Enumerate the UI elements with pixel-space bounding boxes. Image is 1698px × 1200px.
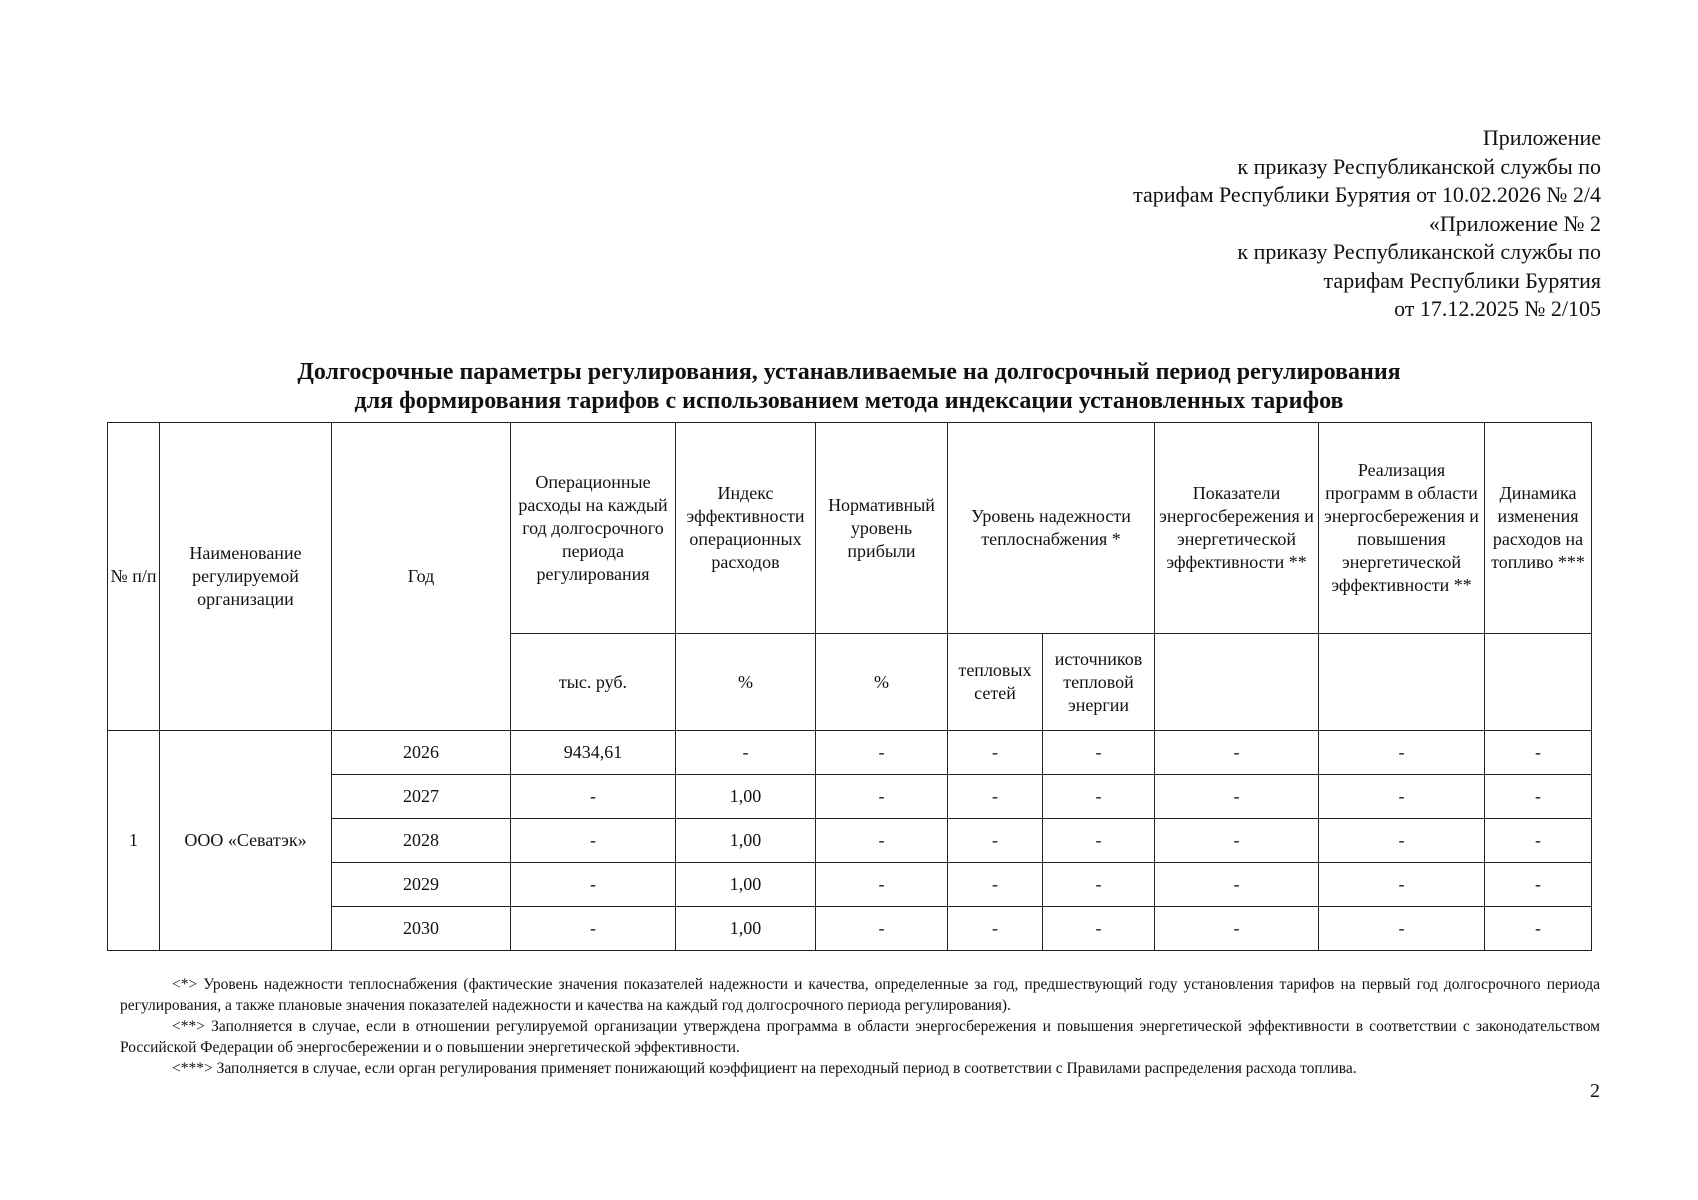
cell-programs: - (1319, 775, 1485, 819)
header-line: от 17.12.2025 № 2/105 (1394, 296, 1601, 321)
cell-profit: - (816, 907, 948, 951)
cell-opex: - (511, 907, 676, 951)
header-energy-saving: Показатели энергосбережения и энергетической эффективности ** (1155, 423, 1319, 634)
header-year: Год (332, 423, 511, 731)
parameters-table (107, 422, 1592, 951)
footnotes (120, 974, 1600, 1079)
cell-fuel: - (1485, 819, 1592, 863)
cell-fuel: - (1485, 731, 1592, 775)
header-line: к приказу Республиканской службы по (1237, 239, 1601, 264)
unit-opex: тыс. руб. (511, 634, 676, 731)
header-org: Наименование регулируемой организации (160, 423, 332, 731)
cell-opex: 9434,61 (511, 731, 676, 775)
org-number: 1 (108, 731, 160, 951)
header-efficiency-index: Индекс эффективности операционных расходов (676, 423, 816, 634)
cell-energy: - (1155, 731, 1319, 775)
header-opex: Операционные расходы на каждый год долгосрочного периода регулирования (511, 423, 676, 634)
cell-energy: - (1155, 907, 1319, 951)
cell-year: 2028 (332, 819, 511, 863)
unit-profit-level: % (816, 634, 948, 731)
unit-programs (1319, 634, 1485, 731)
cell-programs: - (1319, 907, 1485, 951)
header-line: тарифам Республики Бурятия (1323, 267, 1601, 293)
header-programs: Реализация программ в области энергосбережения и повышения энергетической эффективности ** (1319, 423, 1485, 634)
cell-opex: - (511, 863, 676, 907)
header-fuel-dynamics: Динамика изменения расходов на топливо *** (1485, 423, 1592, 634)
footnote-fuel: <***> Заполняется в случае, если орган регулирования применяет понижающий коэффициент на переходный период в соответствии с Правилами распределения расхода топлива. (172, 1060, 1357, 1077)
footnote-reliability: <*> Уровень надежности теплоснабжения (фактические значения показателей надежности и качества, определенные за год, предшествующий году установления тарифов на первый год долгосрочного периода регулирования, а также плановые значения показателей надежности и качества на каждый год долгосрочного периода регулирования). (120, 976, 1600, 1014)
cell-sources: - (1043, 731, 1155, 775)
cell-sources: - (1043, 819, 1155, 863)
page-number: 2 (1590, 1080, 1600, 1102)
cell-fuel: - (1485, 775, 1592, 819)
cell-index: 1,00 (676, 775, 816, 819)
cell-index: 1,00 (676, 863, 816, 907)
unit-energy-saving (1155, 634, 1319, 731)
header-profit-level: Нормативный уровень прибыли (816, 423, 948, 634)
cell-networks: - (948, 775, 1043, 819)
unit-efficiency-index: % (676, 634, 816, 731)
cell-sources: - (1043, 907, 1155, 951)
cell-fuel: - (1485, 863, 1592, 907)
cell-networks: - (948, 863, 1043, 907)
cell-fuel: - (1485, 907, 1592, 951)
org-name: ООО «Севатэк» (160, 731, 332, 951)
cell-profit: - (816, 819, 948, 863)
title-line-2: для формирования тарифов с использованием метода индексации установленных тарифов (354, 388, 1344, 414)
cell-year: 2030 (332, 907, 511, 951)
cell-profit: - (816, 775, 948, 819)
cell-networks: - (948, 907, 1043, 951)
unit-fuel-dynamics (1485, 634, 1592, 731)
cell-networks: - (948, 731, 1043, 775)
cell-programs: - (1319, 819, 1485, 863)
cell-programs: - (1319, 863, 1485, 907)
appendix-header (1133, 124, 1601, 324)
header-num: № п/п (108, 423, 160, 731)
cell-index: 1,00 (676, 819, 816, 863)
header-line: тарифам Республики Бурятия от 10.02.2026 № 2/4 (1133, 182, 1601, 207)
unit-heat-sources: источников тепловой энергии (1043, 634, 1155, 731)
header-line: к приказу Республиканской службы по (1237, 153, 1601, 179)
header-line: «Приложение № 2 (1428, 210, 1601, 236)
table-header-row (108, 423, 1592, 634)
cell-year: 2026 (332, 731, 511, 775)
cell-year: 2029 (332, 863, 511, 907)
table-row (108, 731, 1592, 775)
cell-opex: - (511, 819, 676, 863)
cell-profit: - (816, 863, 948, 907)
cell-year: 2027 (332, 775, 511, 819)
cell-sources: - (1043, 863, 1155, 907)
cell-index: - (676, 731, 816, 775)
cell-programs: - (1319, 731, 1485, 775)
title-line-1: Долгосрочные параметры регулирования, устанавливаемые на долгосрочный период регулирования (297, 359, 1401, 385)
cell-sources: - (1043, 775, 1155, 819)
cell-energy: - (1155, 863, 1319, 907)
header-line: Приложение (1482, 125, 1601, 150)
cell-opex: - (511, 775, 676, 819)
unit-heat-networks: тепловых сетей (948, 634, 1043, 731)
cell-energy: - (1155, 819, 1319, 863)
cell-energy: - (1155, 775, 1319, 819)
cell-networks: - (948, 819, 1043, 863)
header-reliability: Уровень надежности теплоснабжения * (948, 423, 1155, 634)
cell-profit: - (816, 731, 948, 775)
footnote-energy-saving: <**> Заполняется в случае, если в отношении регулируемой организации утверждена программа в области энергосбережения и повышения энергетической эффективности в соответствии с законодательством Российской Федерации об энергосбережении и о повышении энергетической эффективности. (120, 1018, 1600, 1056)
cell-index: 1,00 (676, 907, 816, 951)
document-title (0, 358, 1698, 416)
